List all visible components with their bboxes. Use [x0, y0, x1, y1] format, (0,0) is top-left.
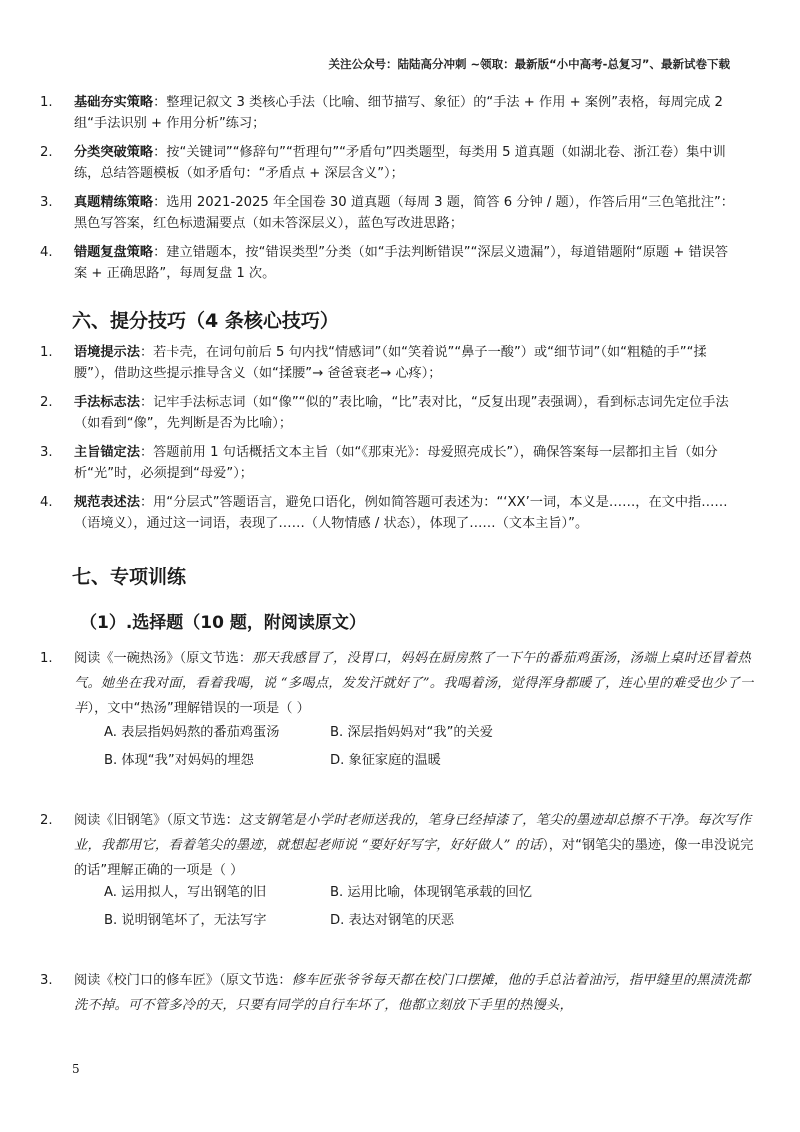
tip-item: [40, 392, 740, 434]
item-title: 主旨锚定法: [74, 445, 140, 460]
section-title-7: 七、专项训练: [72, 566, 187, 588]
strategy-item: [40, 242, 740, 284]
question-1: [40, 646, 756, 721]
question-number: 3.: [40, 973, 53, 988]
tip-item: [40, 442, 740, 484]
option[interactable]: B. 说明钢笔坏了，无法写字: [104, 913, 267, 928]
strategy-item: [40, 142, 740, 184]
page-number: 5: [72, 1062, 80, 1076]
question-tail: ），对“钢笔尖的墨迹，像一串没说完的话”理解正确的一项是（ ）: [74, 838, 754, 878]
item-text: ：建立错题本，按“错误类型”分类（如“手法判断错误”“深层义遗漏”），每道错题附“原题 + 错误答案 + 正确思路”，每周复盘 1 次。: [74, 245, 729, 281]
option[interactable]: B. 运用比喻，体现钢笔承载的回忆: [330, 885, 533, 900]
question-tail: ），文中“热汤”理解错误的一项是（ ）: [87, 701, 310, 716]
question-2-options: [104, 884, 532, 940]
item-text: ：答题前用 1 句话概括文本主旨（如“《那束光》：母爱照亮成长”），确保答案每一层都扣主旨（如分析“光”时，必须提到“母爱”）；: [74, 445, 718, 481]
question-2: [40, 808, 756, 883]
question-number: 2.: [40, 813, 53, 828]
option[interactable]: A. 表层指妈妈熬的番茄鸡蛋汤: [104, 725, 280, 740]
option[interactable]: B. 深层指妈妈对“我”的关爱: [330, 725, 493, 740]
question-quote: 这支钢笔是小学时老师送我的，笔身已经掉漆了，笔尖的墨迹却总擦不干净。每次写作业，我都用它，看着笔尖的墨迹，就想起老师说 “要好好写字，好好做人” 的话: [74, 813, 752, 853]
section-title-6: 六、提分技巧（4 条核心技巧）: [72, 310, 339, 332]
subsection-title: （1）.选择题（10 题，附阅读原文）: [80, 613, 366, 633]
option[interactable]: D. 象征家庭的温暖: [330, 753, 441, 768]
item-text: ：整理记叙文 3 类核心手法（比喻、细节描写、象征）的“手法 + 作用 + 案例”表格，每周完成 2 组“手法识别 + 作用分析”练习；: [74, 95, 723, 131]
item-text: ：用“分层式”答题语言，避免口语化，例如简答题可表述为：“‘XX’一词，本义是……，在文中指……（语境义），通过这一词语，表现了……（人物情感 / 状态），体现了……（文本主旨）”。: [74, 495, 728, 531]
strategy-item: [40, 192, 740, 234]
item-number: 1.: [40, 345, 53, 360]
question-lead: 阅读《旧钢笔》（原文节选：: [74, 813, 239, 828]
item-number: 3.: [40, 445, 53, 460]
item-number: 3.: [40, 195, 53, 210]
item-title: 规范表述法: [74, 495, 140, 510]
tips-list: [40, 342, 740, 534]
question-1-options: [104, 724, 493, 780]
item-text: ：若卡壳，在词句前后 5 句内找“情感词”（如“笑着说”“鼻子一酸”）或“细节词”（如“粗糙的手”“揉腰”），借助这些提示推导含义（如“揉腰”→ 爸爸衰老→ 心疼）；: [74, 345, 707, 381]
item-title: 语境提示法: [74, 345, 140, 360]
item-number: 2.: [40, 145, 53, 160]
item-number: 2.: [40, 395, 53, 410]
option[interactable]: D. 表达对钢笔的厌恶: [330, 913, 455, 928]
option[interactable]: A. 运用拟人，写出钢笔的旧: [104, 885, 267, 900]
question-lead: 阅读《一碗热汤》（原文节选：: [74, 651, 253, 666]
strategy-item: [40, 92, 740, 134]
item-number: 1.: [40, 95, 53, 110]
question-quote: 修车匠张爷爷每天都在校门口摆摊，他的手总沾着油污，指甲缝里的黑渍洗都洗不掉。可不管多冷的天，只要有同学的自行车坏了，他都立刻放下手里的热馒头，: [74, 973, 751, 1013]
tip-item: [40, 492, 740, 534]
item-number: 4.: [40, 495, 53, 510]
question-lead: 阅读《校门口的修车匠》（原文节选：: [74, 973, 292, 988]
item-title: 基础夯实策略: [74, 95, 154, 110]
tip-item: [40, 342, 740, 384]
item-title: 手法标志法: [74, 395, 140, 410]
item-number: 4.: [40, 245, 53, 260]
item-text: ：选用 2021-2025 年全国卷 30 道真题（每周 3 题，简答 6 分钟 / 题），作答后用“三色笔批注”：黑色写答案，红色标遗漏要点（如未答深层义），蓝色写改进思路；: [74, 195, 734, 231]
item-text: ：记牢手法标志词（如“像”“似的”表比喻，“比”表对比，“反复出现”表强调），看到标志词先定位手法（如看到“像”，先判断是否为比喻）；: [74, 395, 729, 431]
item-text: ：按“关键词”“修辞句”“哲理句”“矛盾句”四类题型，每类用 5 道真题（如湖北卷、浙江卷）集中训练，总结答题模板（如矛盾句：“矛盾点 + 深层含义”）；: [74, 145, 726, 181]
question-3: [40, 968, 756, 1018]
header-note: 关注公众号：陆陆高分冲刺 ~领取：最新版“小中高考-总复习”、最新试卷下载: [328, 57, 730, 71]
strategy-list: [40, 92, 740, 284]
question-quote: 那天我感冒了，没胃口，妈妈在厨房熬了一下午的番茄鸡蛋汤，汤端上桌时还冒着热气。她坐在我对面，看着我喝，说 “多喝点，发发汗就好了”。我喝着汤，觉得浑身都暖了，连心里的难受也少了一半: [74, 651, 754, 716]
item-title: 错题复盘策略: [74, 245, 154, 260]
question-number: 1.: [40, 651, 53, 666]
item-title: 真题精练策略: [74, 195, 154, 210]
item-title: 分类突破策略: [74, 145, 154, 160]
option[interactable]: B. 体现“我”对妈妈的埋怨: [104, 753, 254, 768]
